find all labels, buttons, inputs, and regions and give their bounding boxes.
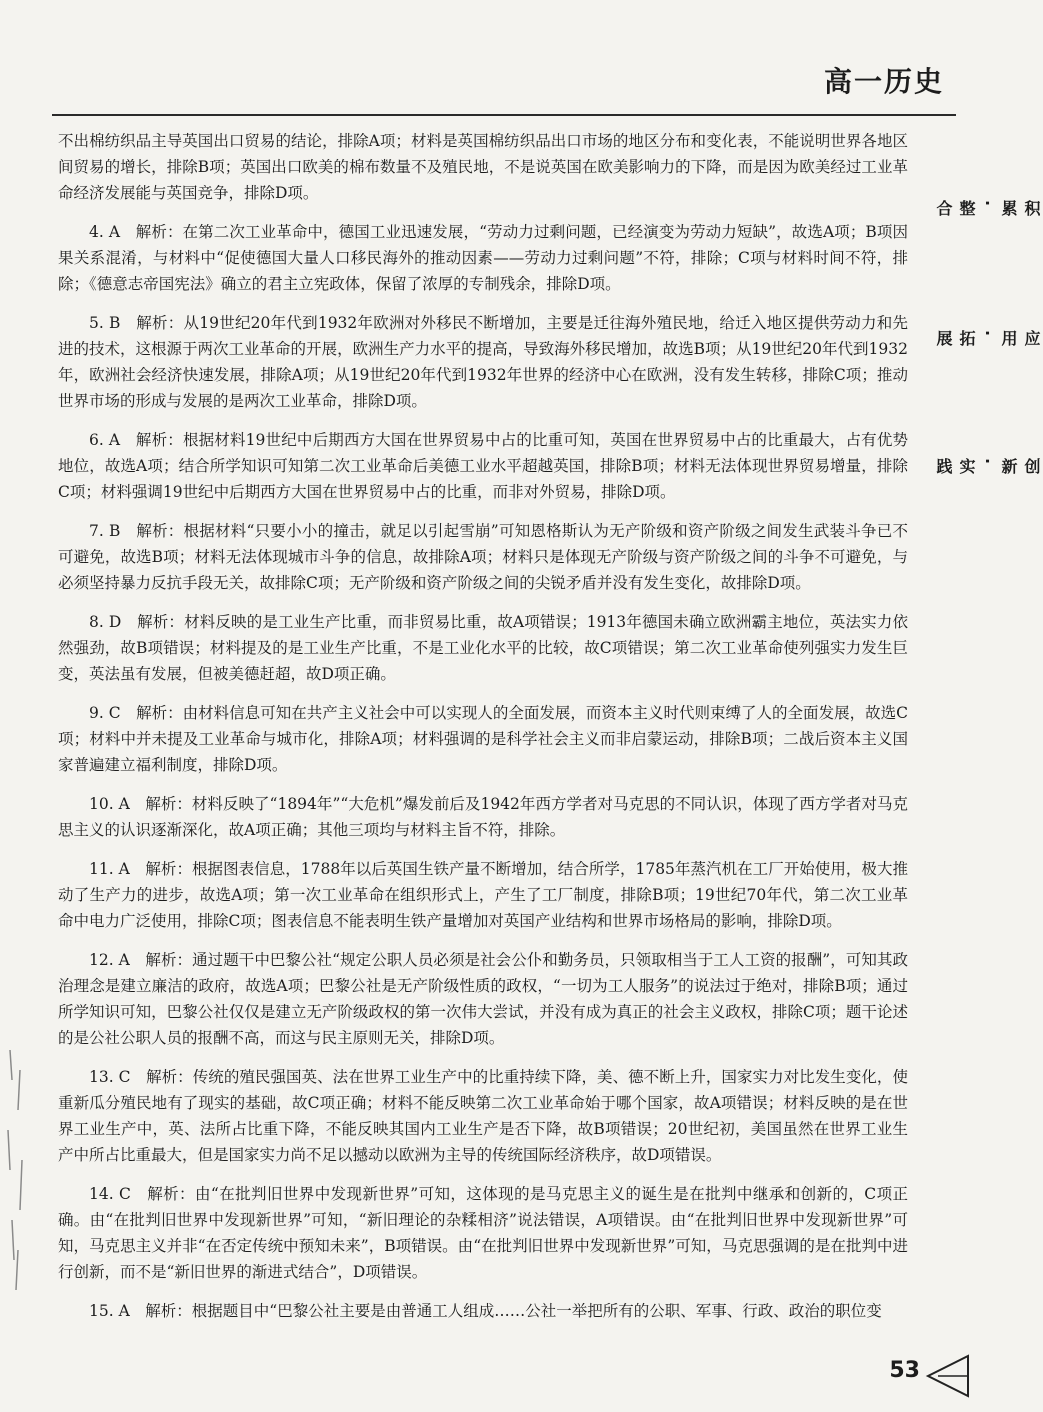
side-tab-apply: 应用·拓展 — [934, 330, 1041, 350]
binding-marks-icon — [0, 1040, 40, 1300]
page-footer — [0, 1340, 1000, 1412]
answer-item-14: 14. C 解析：由“在批判旧世界中发现新世界”可知，这体现的是马克思主义的诞生是在批判中继承和创新的，C项正确。由“在批判旧世界中发现新世界”可知，“新旧理论的杂糅相济”说法错误，A项错误。由“在批判旧世界中发现新世界”可知，马克思主义并非“在否定传统中预知未来”，B项错误。由“在批判旧世界中发现新世界”可知，马克思强调的是在批判中进行创新，而不是“新旧世界的渐进式结合”，D项错误。 — [58, 1185, 908, 1281]
answer-item-9: 9. C 解析：由材料信息可知在共产主义社会中可以实现人的全面发展，而资本主义时代则束缚了人的全面发展，故选C项；材料中并未提及工业革命与城市化，排除A项；材料强调的是科学社会主义而非启蒙运动，排除B项；二战后资本主义国家普遍建立福利制度，排除D项。 — [58, 704, 908, 774]
answer-item-10: 10. A 解析：材料反映了“1894年”“大危机”爆发前后及1942年西方学者对马克思的不同认识，体现了西方学者对马克思主义的认识逐渐深化，故A项正确；其他三项均与材料主旨不符，排除。 — [58, 795, 908, 839]
page-number: 53 — [889, 1358, 920, 1383]
page-title: 高一历史 — [823, 65, 944, 98]
answer-item-6: 6. A 解析：根据材料19世纪中后期西方大国在世界贸易中占的比重可知，英国在世界贸易中占的比重最大，占有优势地位，故选A项；结合所学知识可知第二次工业革命后美德工业水平超越英国，排除B项；材料无法体现世界贸易增量，排除C项；材料强调19世纪中后期西方大国在世界贸易中占的比重，而非对外贸易，排除D项。 — [58, 431, 908, 501]
side-tab-accumulate: 积累·整合 — [934, 200, 1041, 220]
paragraph-continued: 不出棉纺织品主导英国出口贸易的结论，排除A项；材料是英国棉纺织品出口市场的地区分布和变化表，不能说明世界各地区间贸易的增长，排除B项；英国出口欧美的棉布数量不及殖民地，不是说英国在欧美影响力的下降，而是因为欧美经过工业革命经济发展能与英国竞争，排除D项。 — [58, 132, 908, 202]
answer-item-4: 4. A 解析：在第二次工业革命中，德国工业迅速发展，“劳动力过剩问题，已经演变为劳动力短缺”，故选A项；B项因果关系混淆，与材料中“促使德国大量人口移民海外的推动因素——劳动力过剩问题”不符，排除；C项与材料时间不符，排除；《德意志帝国宪法》确立的君主立宪政体，保留了浓厚的专制残余，排除D项。 — [58, 223, 908, 293]
answer-item-11: 11. A 解析：根据图表信息，1788年以后英国生铁产量不断增加，结合所学，1785年蒸汽机在工厂开始使用，极大推动了生产力的进步，故选A项；第一次工业革命在组织形式上，产生了工厂制度，排除B项；19世纪70年代，第二次工业革命中电力广泛使用，排除C项；图表信息不能表明生铁产量增加对英国产业结构和世界市场格局的影响，排除D项。 — [58, 860, 908, 930]
answer-content — [58, 128, 908, 1337]
answer-item-7: 7. B 解析：根据材料“只要小小的撞击，就足以引起雪崩”可知恩格斯认为无产阶级和资产阶级之间发生武装斗争已不可避免，故选B项；材料无法体现城市斗争的信息，故排除A项；材料只是体现无产阶级与资产阶级之间的斗争不可避免，与必须坚持暴力反抗手段无关，故排除C项；无产阶级和资产阶级之间的尖锐矛盾并没有发生变化，故排除D项。 — [58, 522, 908, 592]
corner-arrow-icon — [924, 1348, 972, 1404]
answer-item-15: 15. A 解析：根据题目中“巴黎公社主要是由普通工人组成……公社一举把所有的公职、军事、行政、政治的职位变 — [89, 1302, 882, 1320]
answer-item-8: 8. D 解析：材料反映的是工业生产比重，而非贸易比重，故A项错误；1913年德国未确立欧洲霸主地位，英法实力依然强劲，故B项错误；材料提及的是工业生产比重，不是工业化水平的比较，故C项错误；第二次工业革命使列强实力发生巨变，英法虽有发展，但被美德赶超，故D项正确。 — [58, 613, 908, 683]
side-tab-innovate: 创新·实践 — [934, 458, 1041, 478]
answer-item-13: 13. C 解析：传统的殖民强国英、法在世界工业生产中的比重持续下降，美、德不断上升，国家实力对比发生变化，使重新瓜分殖民地有了现实的基础，故C项正确；材料不能反映第二次工业革命始于哪个国家，故A项错误；材料反映的是在世界工业生产中，英、法所占比重下降，不能反映其国内工业生产是否下降，故B项错误；20世纪初，美国虽然在世界工业生产中所占比重最大，但是国家实力尚不足以撼动以欧洲为主导的传统国际经济秩序，故D项错误。 — [58, 1068, 908, 1164]
header-rule — [52, 114, 956, 116]
answer-item-5: 5. B 解析：从19世纪20年代到1932年欧洲对外移民不断增加，主要是迁往海外殖民地，给迁入地区提供劳动力和先进的技术，这根源于两次工业革命的开展，欧洲生产力水平的提高，导致海外移民增加，故选B项；从19世纪20年代到1932年，欧洲社会经济快速发展，排除A项；从19世纪20年代到1932年世界的经济中心在欧洲，没有发生转移，排除C项；推动世界市场的形成与发展的是两次工业革命，排除D项。 — [58, 314, 908, 410]
answer-item-12: 12. A 解析：通过题干中巴黎公社“规定公职人员必须是社会公仆和勤务员，只领取相当于工人工资的报酬”，可知其政治理念是建立廉洁的政府，故选A项；巴黎公社是无产阶级性质的政权，“一切为工人服务”的说法过于绝对，排除B项；通过所学知识可知，巴黎公社仅仅是建立无产阶级政权的第一次伟大尝试，并没有成为真正的社会主义政权，排除C项；题干论述的是公社公职人员的报酬不高，而这与民主原则无关，排除D项。 — [58, 951, 908, 1047]
